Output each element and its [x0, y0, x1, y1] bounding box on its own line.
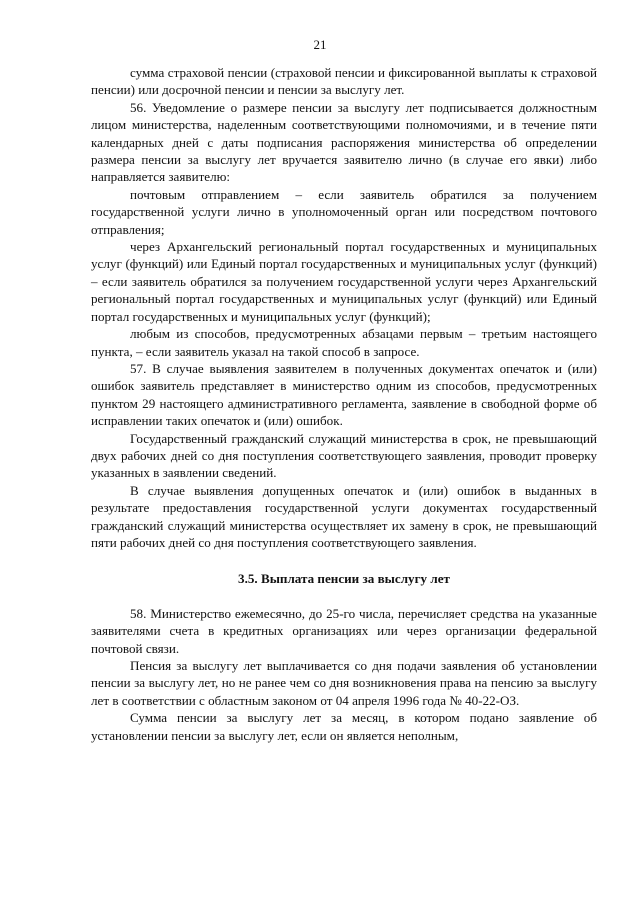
- document-body: [91, 64, 597, 744]
- page-number: 21: [313, 37, 327, 52]
- paragraph-payment-start: Пенсия за выслугу лет выплачивается со дня подачи заявления об установлении пенсии за выслугу лет, но не ранее чем со дня возникновения права на пенсию за выслугу лет в соответствии с областным законом от 04 апреля 1996 года № 40-22-ОЗ.: [91, 658, 597, 708]
- paragraph-portal-delivery: через Архангельский региональный портал государственных и муниципальных услуг (функций) или Единый портал государственных и муниципальных услуг (функций) – если заявитель обратился за получением государственной услуги через Архангельский региональный портал государственных и муниципальных услуг (функций) или Единый портал государственных и муниципальных услуг (функций);: [91, 239, 597, 324]
- paragraph-56: 56. Уведомление о размере пенсии за выслугу лет подписывается должностным лицом министерства, наделенным соответствующими полномочиями, и в течение пяти календарных дней с даты подписания распоряжения министерства об определении размера пенсии за выслугу лет вручается заявителю лично (в случае его явки) либо направляется заявителю:: [91, 99, 597, 185]
- section-heading: 3.5. Выплата пенсии за выслугу лет: [238, 571, 450, 587]
- paragraph-58: 58. Министерство ежемесячно, до 25-го числа, перечисляет средства на указанные заявителями счета в кредитных организациях или через организации федеральной почтовой связи.: [91, 605, 597, 656]
- paragraph-postal-delivery: почтовым отправлением – если заявитель обратился за получением государственной услуги лично в уполномоченный орган или посредством почтового отправления;: [91, 186, 597, 237]
- paragraph-verification: Государственный гражданский служащий министерства в срок, не превышающий двух рабочих дней со дня поступления соответствующего заявления, проводит проверку указанных в заявлении сведений.: [91, 430, 597, 481]
- paragraph-any-method: любым из способов, предусмотренных абзацами первым – третьим настоящего пункта, – если заявитель указал на такой способ в запросе.: [91, 326, 597, 359]
- paragraph-continuation: сумма страховой пенсии (страховой пенсии и фиксированной выплаты к страховой пенсии) или досрочной пенсии и пенсии за выслугу лет.: [91, 65, 597, 98]
- paragraph-partial-month: Сумма пенсии за выслугу лет за месяц, в котором подано заявление об установлении пенсии за выслугу лет, если он является неполным,: [91, 710, 597, 743]
- paragraph-57: 57. В случае выявления заявителем в полученных документах опечаток и (или) ошибок заявитель представляет в министерство одним из способов, предусмотренных пунктом 29 настоящего административного регламента, заявление в свободной форме об исправлении таких опечаток и (или) ошибок.: [91, 360, 597, 429]
- paragraph-replacement: В случае выявления допущенных опечаток и (или) ошибок в выданных в результате предоставления государственной услуги документах государственный гражданский служащий министерства осуществляет их замену в срок, не превышающий пяти рабочих дней со дня поступления соответствующего заявления.: [91, 482, 597, 550]
